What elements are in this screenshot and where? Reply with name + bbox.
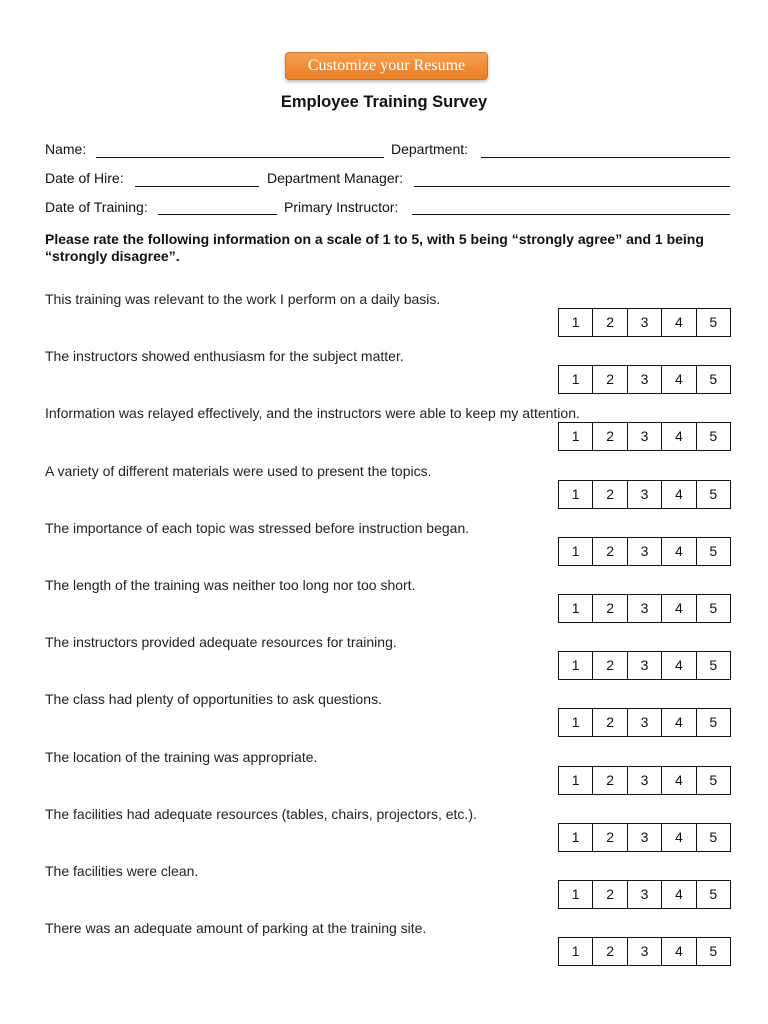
rating-option-1[interactable]: 1 <box>559 595 593 622</box>
rating-option-4[interactable]: 4 <box>662 481 696 508</box>
rating-option-3[interactable]: 3 <box>628 881 662 908</box>
rating-option-5[interactable]: 5 <box>697 538 731 565</box>
department-manager-label: Department Manager: <box>267 170 404 186</box>
department-manager-field[interactable] <box>414 186 730 187</box>
rating-option-5[interactable]: 5 <box>697 309 731 336</box>
rating-option-4[interactable]: 4 <box>662 652 696 679</box>
rating-option-2[interactable]: 2 <box>593 309 627 336</box>
name-field[interactable] <box>96 157 384 158</box>
date-of-training-field[interactable] <box>158 214 277 215</box>
rating-scale <box>558 537 731 566</box>
rating-option-2[interactable]: 2 <box>593 423 627 450</box>
date-of-training-label: Date of Training: <box>45 199 148 215</box>
rating-scale <box>558 823 731 852</box>
rating-option-1[interactable]: 1 <box>559 366 593 393</box>
question-text: The facilities had adequate resources (tables, chairs, projectors, etc.). <box>45 805 477 822</box>
rating-option-3[interactable]: 3 <box>628 423 662 450</box>
rating-option-1[interactable]: 1 <box>559 538 593 565</box>
rating-option-1[interactable]: 1 <box>559 709 593 736</box>
question-text: Information was relayed effectively, and the instructors were able to keep my attention. <box>45 405 580 422</box>
page-title: Employee Training Survey <box>280 93 488 111</box>
rating-option-1[interactable]: 1 <box>559 767 593 794</box>
rating-option-5[interactable]: 5 <box>697 366 731 393</box>
rating-option-4[interactable]: 4 <box>662 709 696 736</box>
rating-option-1[interactable]: 1 <box>559 938 593 965</box>
rating-option-3[interactable]: 3 <box>628 538 662 565</box>
rating-option-4[interactable]: 4 <box>662 767 696 794</box>
rating-scale <box>558 880 731 909</box>
rating-option-3[interactable]: 3 <box>628 366 662 393</box>
rating-option-2[interactable]: 2 <box>593 938 627 965</box>
question-text: The importance of each topic was stressed before instruction began. <box>45 519 470 536</box>
rating-option-5[interactable]: 5 <box>697 709 731 736</box>
rating-option-5[interactable]: 5 <box>697 767 731 794</box>
question-text: The instructors showed enthusiasm for the subject matter. <box>45 348 404 365</box>
rating-option-3[interactable]: 3 <box>628 481 662 508</box>
rating-scale <box>558 308 731 337</box>
rating-option-3[interactable]: 3 <box>628 824 662 851</box>
rating-option-2[interactable]: 2 <box>593 767 627 794</box>
rating-scale <box>558 594 731 623</box>
rating-scale <box>558 365 731 394</box>
rating-scale <box>558 480 731 509</box>
department-field[interactable] <box>481 157 730 158</box>
rating-scale <box>558 766 731 795</box>
department-label: Department: <box>391 141 469 157</box>
rating-option-2[interactable]: 2 <box>593 538 627 565</box>
rating-instructions: Please rate the following information on a scale of 1 to 5, with 5 being “strongly agree” and 1 being “strongly disagree”. <box>45 231 704 264</box>
rating-option-5[interactable]: 5 <box>697 595 731 622</box>
question-text: The location of the training was appropriate. <box>45 748 318 765</box>
question-text: The class had plenty of opportunities to ask questions. <box>45 691 382 708</box>
rating-option-2[interactable]: 2 <box>593 481 627 508</box>
rating-scale <box>558 708 731 737</box>
rating-option-3[interactable]: 3 <box>628 709 662 736</box>
rating-option-2[interactable]: 2 <box>593 881 627 908</box>
rating-option-3[interactable]: 3 <box>628 309 662 336</box>
rating-option-5[interactable]: 5 <box>697 423 731 450</box>
rating-option-5[interactable]: 5 <box>697 938 731 965</box>
question-text: A variety of different materials were used to present the topics. <box>45 462 432 479</box>
rating-option-4[interactable]: 4 <box>662 881 696 908</box>
rating-option-3[interactable]: 3 <box>628 595 662 622</box>
rating-option-4[interactable]: 4 <box>662 309 696 336</box>
rating-option-5[interactable]: 5 <box>697 652 731 679</box>
rating-option-1[interactable]: 1 <box>559 423 593 450</box>
rating-option-2[interactable]: 2 <box>593 366 627 393</box>
question-text: The length of the training was neither too long nor too short. <box>45 577 416 593</box>
rating-option-3[interactable]: 3 <box>628 767 662 794</box>
question-text: The facilities were clean. <box>45 863 199 879</box>
date-of-hire-label: Date of Hire: <box>45 170 124 186</box>
rating-option-5[interactable]: 5 <box>697 824 731 851</box>
rating-option-1[interactable]: 1 <box>559 652 593 679</box>
rating-option-2[interactable]: 2 <box>593 824 627 851</box>
rating-option-1[interactable]: 1 <box>559 881 593 908</box>
rating-option-1[interactable]: 1 <box>559 824 593 851</box>
primary-instructor-field[interactable] <box>412 214 730 215</box>
question-text: The instructors provided adequate resources for training. <box>45 634 397 651</box>
rating-option-3[interactable]: 3 <box>628 938 662 965</box>
rating-option-2[interactable]: 2 <box>593 709 627 736</box>
date-of-hire-field[interactable] <box>135 186 259 187</box>
question-text: This training was relevant to the work I perform on a daily basis. <box>45 291 441 307</box>
rating-option-3[interactable]: 3 <box>628 652 662 679</box>
rating-option-5[interactable]: 5 <box>697 881 731 908</box>
customize-resume-button[interactable]: Customize your Resume <box>285 52 488 80</box>
rating-option-4[interactable]: 4 <box>662 423 696 450</box>
name-label: Name: <box>45 141 87 157</box>
rating-option-2[interactable]: 2 <box>593 595 627 622</box>
rating-option-5[interactable]: 5 <box>697 481 731 508</box>
rating-option-4[interactable]: 4 <box>662 938 696 965</box>
question-text: There was an adequate amount of parking at the training site. <box>45 920 427 937</box>
rating-option-4[interactable]: 4 <box>662 538 696 565</box>
rating-option-4[interactable]: 4 <box>662 595 696 622</box>
primary-instructor-label: Primary Instructor: <box>284 199 399 215</box>
rating-option-4[interactable]: 4 <box>662 366 696 393</box>
rating-option-2[interactable]: 2 <box>593 652 627 679</box>
rating-option-4[interactable]: 4 <box>662 824 696 851</box>
rating-option-1[interactable]: 1 <box>559 309 593 336</box>
rating-scale <box>558 937 731 966</box>
rating-option-1[interactable]: 1 <box>559 481 593 508</box>
rating-scale <box>558 651 731 680</box>
rating-scale <box>558 422 731 451</box>
